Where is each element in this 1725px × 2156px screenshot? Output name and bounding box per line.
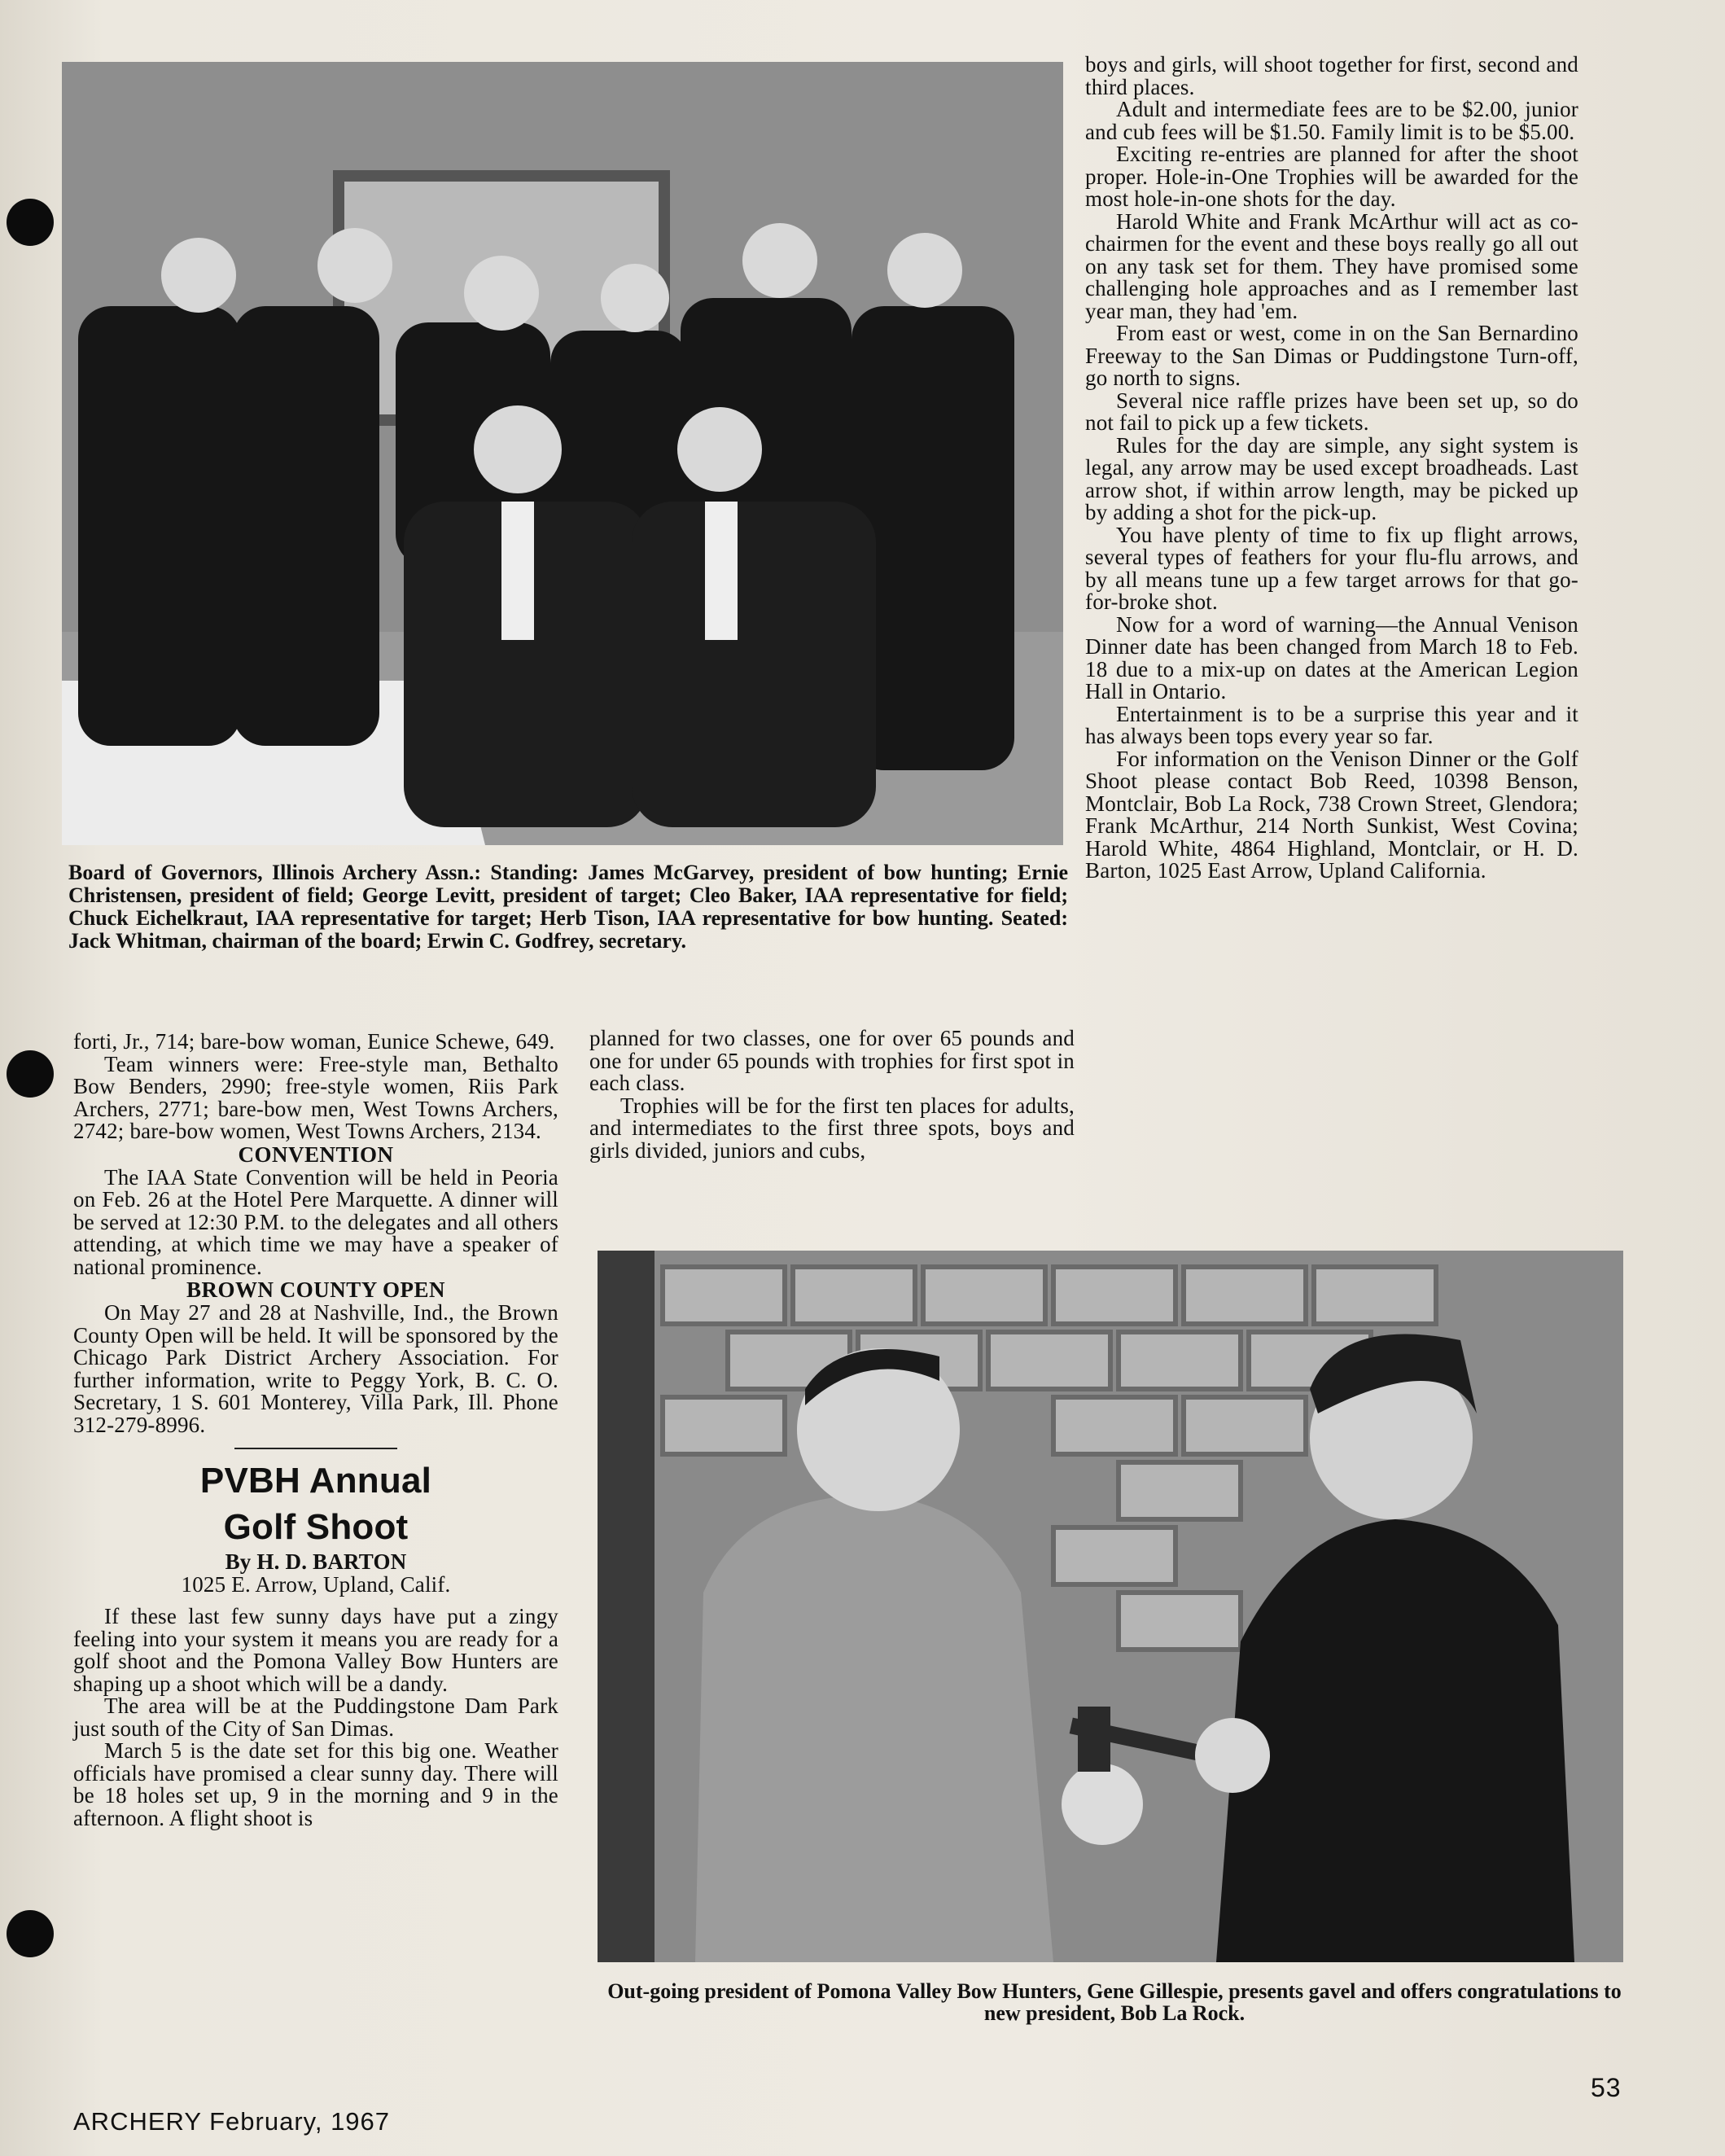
gavel-handover-photo — [598, 1251, 1623, 1962]
paragraph: Harold White and Frank McArthur will act as co-chairmen for the event and these boys really go all out on any task set for them. They have promised some challenging hole approaches and as I remember last year man, they had 'em. — [1085, 208, 1578, 323]
binder-hole-middle — [7, 1050, 54, 1098]
article-title-line-1: PVBH Annual — [199, 1461, 432, 1501]
board-photo-caption: Board of Governors, Illinois Archery Assn.: Standing: James McGarvey, president of bow hunting; Ernie Christensen, president of field; George Levitt, president of target; Cleo Baker, IAA representative for field; Chuck Eichelkraut, IAA representative for target; Herb Tison, IAA representative for bow hunting. Seated: Jack Whitman, chairman of the board; Erwin C. Godfrey, secretary. — [68, 861, 1068, 953]
issue-date: February, 1967 — [209, 2107, 391, 2136]
paragraph: For information on the Venison Dinner or the Golf Shoot please contact Bob Reed, 10398 Benson, Montclair, Bob La Rock, 738 Crown Street, Glendora; Frank McArthur, 214 North Sunkist, West Covina; Harold White, 4864 Highland, Montclair, or H. D. Barton, 1025 East Arrow, Upland California. — [1085, 746, 1578, 883]
paragraph: Adult and intermediate fees are to be $2.00, junior and cub fees will be $1.50. Family limit is to be $5.00. — [1085, 97, 1578, 144]
paragraph: The IAA State Convention will be held in Peoria on Feb. 26 at the Hotel Pere Marquette. A dinner will be served at 12:30 P.M. to the delegates and all others attending, at which time we may have a speaker of national prominence. — [73, 1164, 558, 1279]
article-title-line-2: Golf Shoot — [223, 1507, 409, 1547]
paragraph: The area will be at the Puddingstone Dam Park just south of the City of San Dimas. — [73, 1694, 558, 1741]
paragraph: You have plenty of time to fix up flight arrows, several types of feathers for your flu-flu arrows, and by all means tune up a few target arrows for that go-for-broke shot. — [1085, 522, 1578, 614]
left-column-text — [73, 1031, 558, 1830]
board-of-governors-photo — [62, 62, 1063, 845]
paragraph: Rules for the day are simple, any sight system is legal, any arrow may be used except broadheads. Last arrow shot, if within arrow length, may be picked up by adding a shot for the pick-up. — [1085, 432, 1578, 524]
convention-heading: CONVENTION — [238, 1142, 394, 1167]
paragraph: March 5 is the date set for this big one. Weather officials have promised a clear sunny day. There will be 18 holes set up, 9 in the morning and 9 in the afternoon. A flight shoot is — [73, 1738, 558, 1830]
paragraph: Exciting re-entries are planned for after the shoot proper. Hole-in-One Trophies will be awarded for the most hole-in-one shots for the day. — [1085, 142, 1578, 211]
paragraph: Now for a word of warning—the Annual Venison Dinner date has been changed from March 18 to Feb. 18 due to a mix-up on dates at the American Legion Hall in Ontario. — [1085, 611, 1578, 703]
divider — [234, 1448, 397, 1449]
gavel-photo-caption: Out-going president of Pomona Valley Bow Hunters, Gene Gillespie, presents gavel and offers congratulations to new president, Bob La Rock. — [607, 1979, 1622, 2025]
paragraph: forti, Jr., 714; bare-bow woman, Eunice Schewe, 649. — [73, 1029, 555, 1054]
paragraph: If these last few sunny days have put a zingy feeling into your system it means you are ready for a golf shoot and the Pomona Valley Bow Hunters are shaping up a shoot which will be a dandy. — [73, 1604, 558, 1696]
page-number: 53 — [1591, 2073, 1622, 2102]
paragraph: Several nice raffle prizes have been set up, so do not fail to pick up a few tickets. — [1085, 388, 1578, 435]
author-address: 1025 E. Arrow, Upland, Calif. — [181, 1572, 451, 1597]
magazine-name: ARCHERY — [73, 2107, 202, 2136]
paragraph: boys and girls, will shoot together for first, second and third places. — [1085, 52, 1578, 99]
byline: By H. D. BARTON — [225, 1549, 407, 1574]
paragraph: Trophies will be for the first ten places for adults, and intermediates to the first three spots, boys and girls divided, juniors and cubs, — [589, 1093, 1075, 1163]
middle-column-text — [589, 1028, 1075, 1162]
paragraph: planned for two classes, one for over 65 pounds and one for under 65 pounds with trophies for first spot in each class. — [589, 1026, 1075, 1095]
paragraph: Team winners were: Free-style man, Bethalto Bow Benders, 2990; free-style women, Riis Park Archers, 2771; bare-bow men, West Towns Archers, 2742; bare-bow women, West Towns Archers, 2134. — [73, 1051, 558, 1143]
page-footer — [73, 2107, 390, 2136]
paragraph: From east or west, come in on the San Bernardino Freeway to the San Dimas or Puddingstone Turn-off, go north to signs. — [1085, 321, 1578, 390]
paragraph: On May 27 and 28 at Nashville, Ind., the Brown County Open will be held. It will be sponsored by the Chicago Park District Archery Association. For further information, write to Peggy York, B. C. O. Secretary, 1 S. 601 Monterey, Villa Park, Ill. Phone 312-279-8996. — [73, 1300, 558, 1437]
binder-hole-bottom — [7, 1910, 54, 1957]
brown-county-heading: BROWN COUNTY OPEN — [186, 1277, 445, 1302]
binder-hole-top — [7, 199, 54, 246]
article-title — [73, 1457, 558, 1550]
right-column-text — [1085, 54, 1578, 883]
paragraph: Entertainment is to be a surprise this year and it has always been tops every year so far. — [1085, 701, 1578, 748]
